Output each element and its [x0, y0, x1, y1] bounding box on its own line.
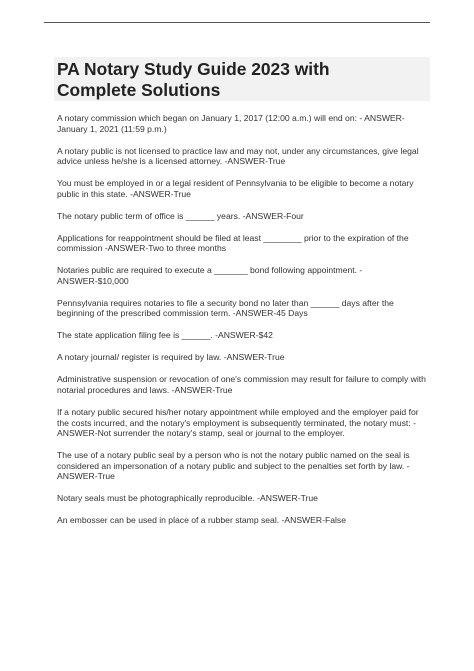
qa-item: Administrative suspension or revocation of one's commission may result for failure to comply with notarial procedures and laws. -ANSWER-True	[57, 374, 426, 396]
qa-list	[57, 113, 429, 537]
qa-item: A notary public is not licensed to practice law and may not, under any circumstances, give legal advice unless he/she is a licensed attorney. -ANSWER-True	[57, 145, 419, 167]
qa-item: Pennsylvania requires notaries to file a security bond no later than ______ days after the beginning of the prescribed commission term. -ANSWER-45 Days	[57, 297, 394, 319]
qa-item: A notary commission which began on January 1, 2017 (12:00 a.m.) will end on: - ANSWER-January 1, 2021 (11:59 p.m.)	[57, 113, 405, 134]
document-title	[57, 59, 430, 101]
qa-item: Applications for reappointment should be filed at least ________ prior to the expiration of the commission -ANSWER-Two to three months	[57, 232, 409, 254]
title-line-1: PA Notary Study Guide 2023 with	[57, 59, 330, 79]
title-line-2: Complete Solutions	[57, 80, 221, 100]
qa-item: An embosser can be used in place of a rubber stamp seal. -ANSWER-False	[57, 515, 346, 526]
qa-item: The notary public term of office is ______ years. -ANSWER-Four	[57, 210, 304, 221]
qa-item: If a notary public secured his/her notary appointment while employed and the employer paid for the costs incurred, and the notary's employment is subsequently terminated, the notary must: -ANSWER-Not surrender the notary's stamp, seal or journal to the employer.	[57, 407, 419, 439]
top-divider	[44, 22, 430, 23]
qa-item: The state application filing fee is ______. -ANSWER-$42	[57, 330, 273, 341]
qa-item: A notary journal/ register is required by law. -ANSWER-True	[57, 352, 285, 363]
title-block	[54, 57, 430, 101]
qa-item: Notaries public are required to execute a _______ bond following appointment. - ANSWER-$10,000	[57, 265, 363, 286]
qa-item: Notary seals must be photographically reproducible. -ANSWER-True	[57, 493, 318, 504]
qa-item: You must be employed in or a legal resident of Pennsylvania to be eligible to become a notary public in this state. -ANSWER-True	[57, 178, 414, 199]
qa-item: The use of a notary public seal by a person who is not the notary public named on the seal is considered an impersonation of a notary public and subject to the penalties set forth by law. -ANSWER-True	[57, 450, 410, 482]
